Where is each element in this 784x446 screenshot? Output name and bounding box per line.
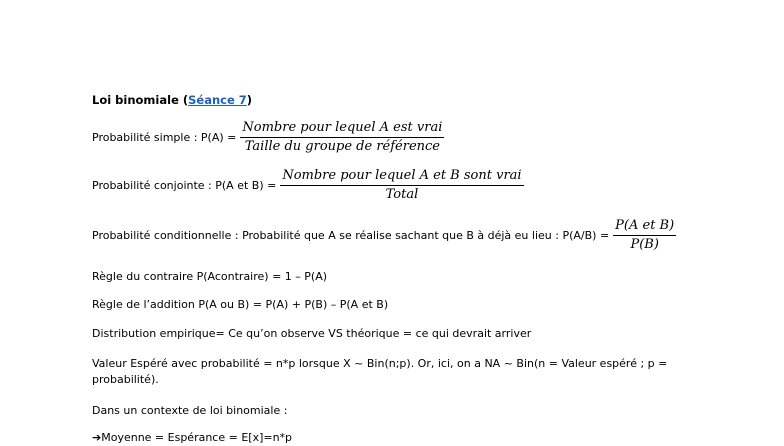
moyenne-text: Moyenne = Espérance = E[x]=n*p: [101, 431, 293, 444]
prob-simple-numerator: Nombre pour lequel A est vrai: [242, 120, 443, 135]
prob-conjointe-label: Probabilité conjointe : P(A et B) =: [92, 179, 277, 192]
arrow-right-icon: ➔: [92, 431, 102, 444]
prob-conjointe-fraction: [280, 168, 523, 203]
prob-conjointe-denominator: Total: [385, 187, 419, 202]
seance-link[interactable]: Séance 7: [188, 93, 247, 107]
prob-conditionnelle-label: Probabilité conditionnelle : Probabilité que A se réalise sachant que B à déjà eu lieu : P(A/B) =: [92, 229, 610, 242]
title-prefix: Loi binomiale (: [92, 93, 189, 107]
prob-simple-row: [92, 120, 444, 155]
contexte-loi-binomiale: Dans un contexte de loi binomiale :: [92, 404, 288, 417]
page-title: [92, 92, 252, 108]
regle-addition: Règle de l’addition P(A ou B) = P(A) + P(B) – P(A et B): [92, 298, 389, 311]
prob-conditionnelle-denominator: P(B): [630, 237, 659, 252]
prob-simple-denominator: Taille du groupe de référence: [244, 139, 440, 154]
prob-conditionnelle-numerator: P(A et B): [615, 218, 675, 233]
title-suffix: ): [246, 93, 253, 107]
prob-conjointe-numerator: Nombre pour lequel A et B sont vrai: [282, 168, 522, 183]
prob-simple-fraction: [240, 120, 444, 155]
prob-simple-label: Probabilité simple : P(A) =: [92, 131, 237, 144]
valeur-espere: Valeur Espéré avec probabilité = n*p lorsque X ~ Bin(n;p). Or, ici, on a NA ~ Bin(n = Valeur espéré ; p = probabilité).: [92, 357, 668, 386]
moyenne-line: [92, 430, 292, 446]
regle-contraire: Règle du contraire P(Acontraire) = 1 – P(A): [92, 270, 328, 283]
prob-conditionnelle-fraction: [613, 218, 676, 253]
distribution-empirique: Distribution empirique= Ce qu’on observe VS théorique = ce qui devrait arriver: [92, 327, 532, 340]
prob-conjointe-row: [92, 168, 524, 203]
prob-conditionnelle-row: [92, 218, 676, 253]
